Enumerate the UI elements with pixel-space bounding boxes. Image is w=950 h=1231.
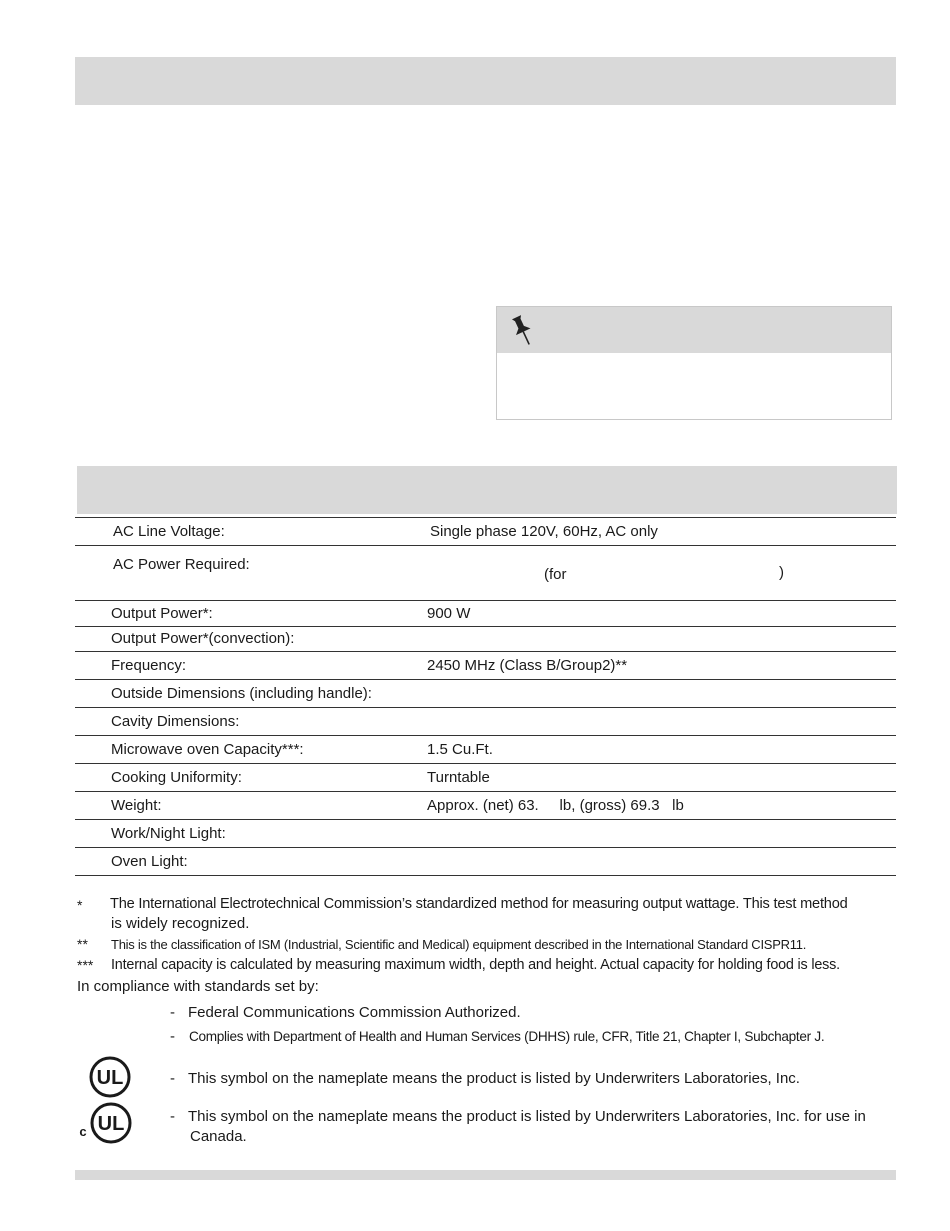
compliance-cul: Canada. xyxy=(190,1128,247,1145)
spec-value: Single phase 120V, 60Hz, AC only xyxy=(430,523,658,540)
table-rule xyxy=(75,707,896,708)
table-rule xyxy=(75,600,896,601)
spec-value: 2450 MHz (Class B/Group2)** xyxy=(427,657,628,674)
footnote-text: is widely recognized. xyxy=(111,915,250,932)
compliance-cul: This symbol on the nameplate means the product is listed by Underwriters Laboratories, Inc. for use in xyxy=(188,1108,866,1125)
spec-label: Cavity Dimensions: xyxy=(111,713,240,730)
spec-label: Output Power*(convection): xyxy=(111,630,295,647)
top-header-band xyxy=(75,57,896,105)
note-header xyxy=(497,307,891,353)
list-dash: - xyxy=(170,1004,175,1021)
list-dash: - xyxy=(170,1070,175,1087)
cul-logo-text: UL xyxy=(97,1113,125,1135)
footnote-text: This is the classification of ISM (Industrial, Scientific and Medical) equipment described in the International Standard CISPR11. xyxy=(111,937,807,952)
ul-logo-text: UL xyxy=(96,1067,124,1089)
bottom-footer-band xyxy=(75,1170,896,1180)
spec-value: 900 W xyxy=(427,605,471,622)
spec-value: Turntable xyxy=(427,769,490,786)
cul-listed-logo xyxy=(78,1100,134,1148)
table-rule xyxy=(75,735,896,736)
footnote-mark: ** xyxy=(77,936,88,952)
table-rule xyxy=(75,679,896,680)
cul-logo-c: c xyxy=(79,1124,87,1139)
compliance-ul: This symbol on the nameplate means the product is listed by Underwriters Laboratories, Inc. xyxy=(188,1070,800,1087)
spec-label: Oven Light: xyxy=(111,853,188,870)
spec-value-open: (for xyxy=(544,566,567,583)
list-dash: - xyxy=(170,1028,175,1045)
table-rule xyxy=(75,819,896,820)
spec-label: Cooking Uniformity: xyxy=(111,769,242,786)
compliance-intro: In compliance with standards set by: xyxy=(77,978,319,995)
spec-value: 1.5 Cu.Ft. xyxy=(427,741,493,758)
table-rule xyxy=(75,875,896,876)
spec-value-close: ) xyxy=(779,564,784,581)
pushpin-icon xyxy=(509,313,535,349)
table-rule xyxy=(75,847,896,848)
table-rule xyxy=(75,626,896,627)
spec-label: Outside Dimensions (including handle): xyxy=(111,685,372,702)
footnote-text: Internal capacity is calculated by measuring maximum width, depth and height. Actual capacity for holding food is less. xyxy=(111,957,840,973)
table-rule xyxy=(75,545,896,546)
spec-label: Work/Night Light: xyxy=(111,825,226,842)
footnote-mark: *** xyxy=(77,957,94,973)
spec-label: Frequency: xyxy=(111,657,187,674)
table-rule xyxy=(75,763,896,764)
compliance-dhhs: Complies with Department of Health and Human Services (DHHS) rule, CFR, Title 21, Chapter I, Subchapter J. xyxy=(189,1029,825,1044)
table-rule xyxy=(75,651,896,652)
spec-label: Weight: xyxy=(111,797,162,814)
note-box xyxy=(496,306,892,420)
table-rule xyxy=(75,517,896,518)
spec-label: AC Line Voltage: xyxy=(113,523,225,540)
specifications-header-band xyxy=(77,466,897,514)
ul-listed-logo xyxy=(88,1055,132,1099)
spec-label: Output Power*: xyxy=(111,605,213,622)
list-dash: - xyxy=(170,1108,175,1125)
spec-value: Approx. (net) 63. lb, (gross) 69.3 lb xyxy=(427,797,684,814)
compliance-fcc: Federal Communications Commission Authorized. xyxy=(188,1004,521,1021)
spec-label: Microwave oven Capacity***: xyxy=(111,741,304,758)
spec-label: AC Power Required: xyxy=(113,556,250,573)
table-rule xyxy=(75,791,896,792)
footnote-mark: * xyxy=(77,897,83,913)
footnote-text: The International Electrotechnical Commission’s standardized method for measuring output wattage. This test method xyxy=(110,896,848,912)
